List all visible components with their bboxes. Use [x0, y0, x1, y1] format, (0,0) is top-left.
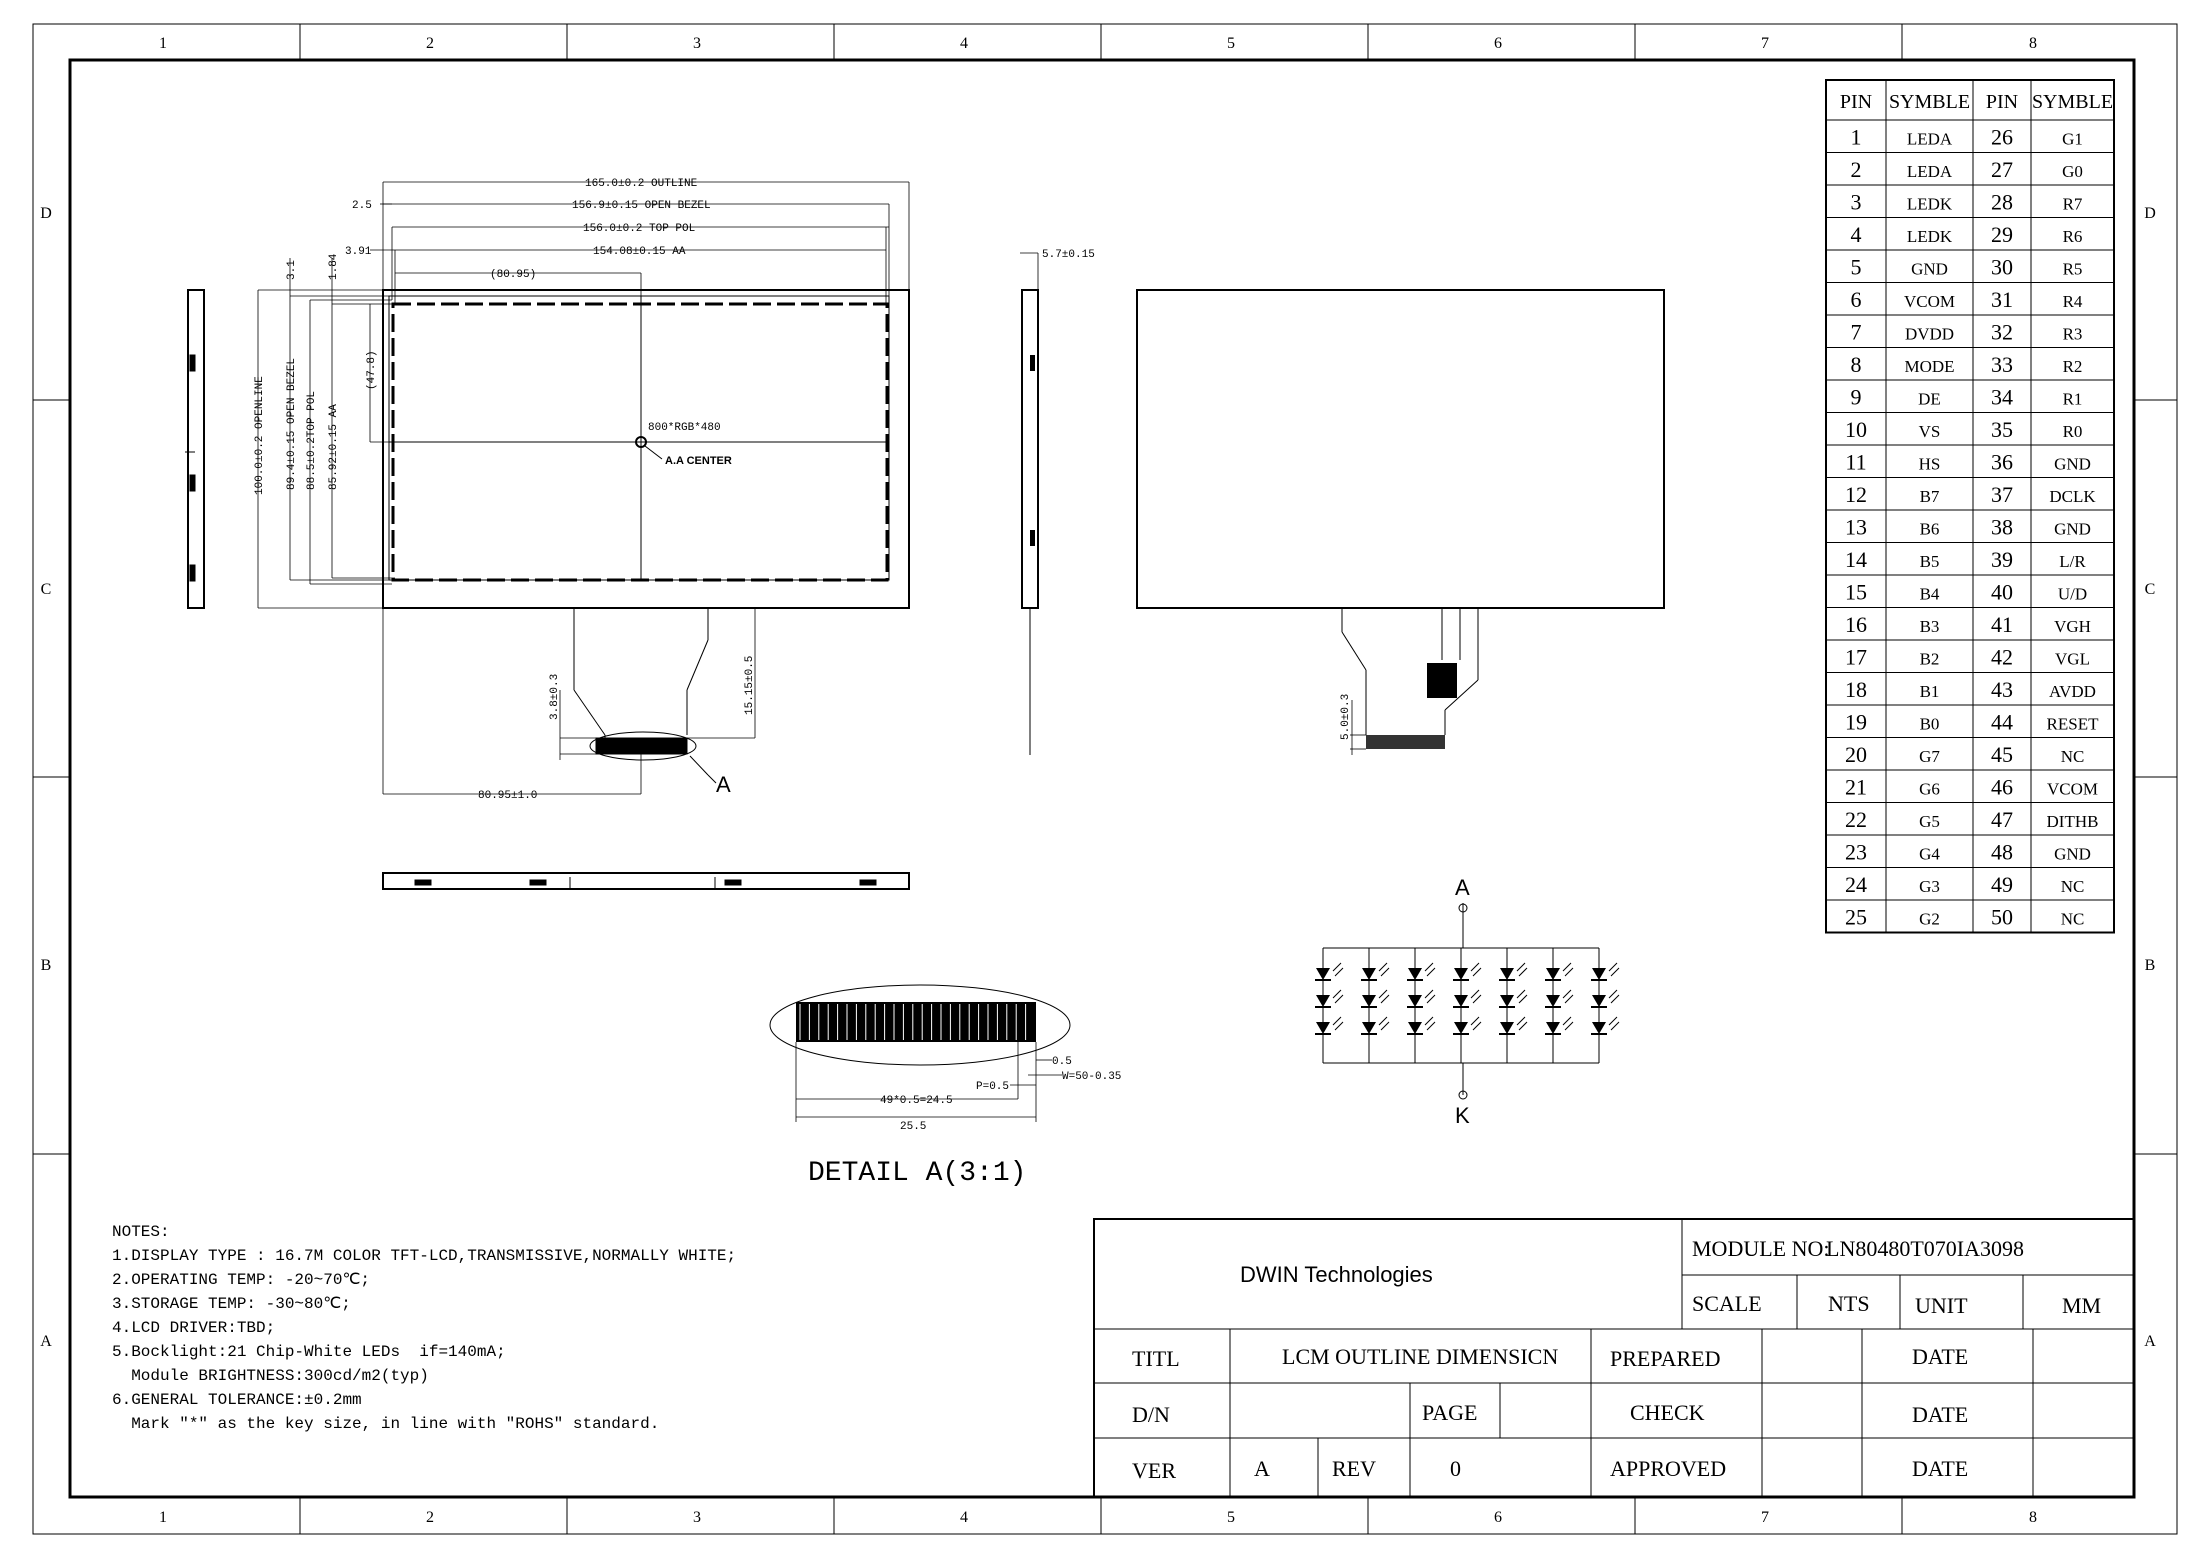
led-diode	[1546, 995, 1560, 1007]
led-emission-arrow	[1609, 1017, 1617, 1025]
pin-number: 28	[1991, 189, 2013, 215]
pin-number: 23	[1845, 839, 1867, 865]
led-diode	[1316, 968, 1330, 980]
pin-number: 12	[1845, 482, 1867, 507]
led-emission-arrow	[1519, 1022, 1527, 1030]
dim-center-y: (47.8)	[366, 350, 378, 390]
led-diode	[1454, 995, 1468, 1007]
led-emission-arrow	[1381, 1022, 1389, 1030]
pin-number: 20	[1845, 742, 1867, 767]
pin-symbol: G5	[1919, 812, 1940, 831]
bottom-side-view	[383, 873, 909, 889]
pin-number: 42	[1991, 644, 2013, 670]
pin-number: 29	[1991, 222, 2013, 247]
led-emission-arrow	[1473, 995, 1481, 1003]
led-emission-arrow	[1563, 1017, 1571, 1025]
pin-symbol: B6	[1919, 519, 1940, 539]
led-emission-arrow	[1517, 1017, 1525, 1025]
led-emission-arrow	[1609, 963, 1617, 971]
pin-symbol: GND	[2054, 519, 2091, 539]
row-label: B	[2144, 957, 2156, 974]
led-emission-arrow	[1471, 990, 1479, 998]
pin-symbol: AVDD	[2049, 682, 2096, 701]
dim-fpc-15-15: 15.15±0.5	[744, 655, 756, 715]
pin-symbol: G2	[1919, 909, 1940, 929]
led-emission-arrow	[1563, 963, 1571, 971]
pin-symbol: RESET	[2046, 714, 2099, 734]
pin-symbol: B3	[1919, 617, 1940, 636]
led-emission-arrow	[1473, 968, 1481, 976]
pin-symbol: B5	[1919, 552, 1940, 571]
pin-symbol: DCLK	[2049, 487, 2096, 506]
company-name: DWIN Technologies	[1240, 1262, 1433, 1287]
led-emission-arrow	[1519, 995, 1527, 1003]
module-outline	[383, 290, 909, 608]
pin-number: 50	[1991, 904, 2013, 930]
led-emission-arrow	[1335, 968, 1343, 976]
pin-symbol: LEDA	[1906, 162, 1953, 181]
column-label: 6	[1494, 1509, 1502, 1526]
led-emission-arrow	[1471, 1017, 1479, 1025]
led-emission-arrow	[1611, 1022, 1619, 1030]
led-diode	[1454, 968, 1468, 980]
front-view	[254, 178, 909, 802]
led-emission-arrow	[1425, 963, 1433, 971]
detail-a-marker: A	[716, 772, 731, 797]
notes-block	[112, 1220, 1072, 1436]
pin-number: 14	[1845, 547, 1867, 572]
pin-number: 33	[1991, 352, 2013, 377]
column-label: 2	[426, 35, 434, 52]
dim-fpc-3-8: 3.8±0.3	[549, 673, 561, 720]
pin-number: 1	[1850, 124, 1862, 150]
led-emission-arrow	[1609, 990, 1617, 998]
led-circuit	[1315, 875, 1619, 1128]
pin-symbol: LEDA	[1906, 129, 1953, 149]
titl-value: LCM OUTLINE DIMENSICN	[1282, 1344, 1559, 1369]
title-block	[1094, 1219, 2134, 1497]
pin-number: 26	[1991, 124, 2013, 150]
led-emission-arrow	[1611, 968, 1619, 976]
pin-symbol: NC	[2060, 909, 2085, 929]
left-side-view	[185, 290, 204, 608]
pin-symbol: R4	[2062, 292, 2083, 311]
pin-symbol: G4	[1919, 844, 1940, 864]
prepared-label: PREPARED	[1610, 1346, 1721, 1371]
led-diode	[1546, 1022, 1560, 1034]
led-emission-arrow	[1427, 995, 1435, 1003]
pin-number: 34	[1991, 384, 2013, 410]
pin-symbol: NC	[2060, 877, 2085, 896]
note-line: 1.DISPLAY TYPE : 16.7M COLOR TFT-LCD,TRANSMISSIVE,NORMALLY WHITE;	[112, 1247, 737, 1265]
pin-symbol: GND	[2054, 454, 2091, 474]
led-emission-arrow	[1427, 1022, 1435, 1030]
led-emission-arrow	[1425, 990, 1433, 998]
pin-number: 30	[1991, 254, 2013, 280]
module-no-label: MODULE NO:	[1692, 1236, 1830, 1261]
led-emission-arrow	[1565, 1022, 1573, 1030]
check-label: CHECK	[1630, 1400, 1705, 1425]
dim-left-2-5: 2.5	[352, 200, 372, 212]
pin-symbol: DVDD	[1904, 324, 1955, 344]
pin-number: 18	[1845, 677, 1867, 702]
pin-symbol: L/R	[2059, 552, 2086, 571]
led-diode	[1546, 968, 1560, 980]
note-line: Mark "*" as the key size, in line with "ROHS" standard.	[112, 1415, 660, 1433]
led-diode	[1592, 968, 1606, 980]
pin-symbol: MODE	[1904, 357, 1955, 376]
led-diode	[1408, 1022, 1422, 1034]
column-label: 8	[2029, 35, 2037, 52]
led-diode	[1408, 995, 1422, 1007]
pin-symbol: B4	[1919, 584, 1940, 604]
row-label: B	[40, 957, 52, 974]
led-diode	[1500, 968, 1514, 980]
right-side-view	[1020, 249, 1095, 755]
pin-symbol: G6	[1919, 779, 1940, 799]
unit-label: UNIT	[1915, 1293, 1968, 1318]
cathode-label: K	[1455, 1103, 1470, 1128]
led-diode	[1500, 1022, 1514, 1034]
scale-label: SCALE	[1692, 1291, 1762, 1316]
row-label: C	[2144, 581, 2156, 598]
pin-symbol: R0	[2062, 422, 2083, 441]
dim-top-1-84: 1.84	[328, 253, 340, 280]
led-emission-arrow	[1335, 995, 1343, 1003]
column-label: 5	[1227, 1509, 1235, 1526]
pin-number: 6	[1850, 287, 1862, 312]
pin-number: 27	[1991, 157, 2013, 182]
pin-number: 16	[1845, 612, 1867, 637]
pin-number: 44	[1991, 709, 2013, 735]
pin-number: 5	[1850, 254, 1862, 280]
column-label: 3	[693, 35, 701, 52]
pin-number: 35	[1991, 417, 2013, 442]
led-emission-arrow	[1473, 1022, 1481, 1030]
led-diode	[1592, 995, 1606, 1007]
pin-table-header: SYMBLE	[2031, 91, 2114, 113]
dim-top-3-1: 3.1	[286, 260, 298, 280]
column-label: 7	[1761, 1509, 1769, 1526]
pin-symbol: R2	[2062, 357, 2083, 376]
pin-number: 11	[1845, 449, 1867, 475]
note-line: 2.OPERATING TEMP: -20~70℃;	[112, 1271, 371, 1289]
led-diode	[1408, 968, 1422, 980]
column-label: 2	[426, 1509, 434, 1526]
pin-number: 4	[1850, 222, 1862, 247]
ver-value: A	[1254, 1456, 1270, 1481]
led-emission-arrow	[1333, 963, 1341, 971]
led-diode	[1454, 1022, 1468, 1034]
detail-dim-24-5: 49*0.5=24.5	[880, 1095, 953, 1107]
pin-number: 47	[1991, 807, 2013, 832]
anode-label: A	[1455, 875, 1470, 900]
row-label: D	[40, 205, 52, 222]
detail-a-view	[770, 985, 1121, 1189]
pin-number: 8	[1850, 352, 1862, 377]
led-emission-arrow	[1425, 1017, 1433, 1025]
led-diode	[1500, 995, 1514, 1007]
dim-aa-width: 154.08±0.15 AA	[593, 246, 686, 258]
pin-symbol: U/D	[2057, 584, 2088, 604]
pin-number: 3	[1850, 189, 1862, 215]
pin-symbol: G7	[1919, 747, 1940, 766]
led-emission-arrow	[1379, 1017, 1387, 1025]
dim-outline-width: 165.0±0.2 OUTLINE	[585, 178, 698, 190]
dim-center-x: (80.95)	[490, 269, 537, 281]
date-label-2: DATE	[1912, 1402, 1969, 1427]
note-line: Module BRIGHTNESS:300cd/m2(typ)	[112, 1367, 429, 1385]
led-diode	[1362, 1022, 1376, 1034]
pin-number: 24	[1845, 872, 1867, 897]
led-emission-arrow	[1565, 968, 1573, 976]
pin-number: 37	[1991, 482, 2013, 507]
led-emission-arrow	[1381, 995, 1389, 1003]
pin-symbol: G0	[2062, 162, 2083, 181]
led-emission-arrow	[1611, 995, 1619, 1003]
pin-number: 48	[1991, 839, 2013, 865]
row-label: C	[40, 581, 52, 598]
pin-number: 21	[1845, 774, 1867, 800]
dim-pol-height: 88.5±0.2TOP POL	[306, 390, 318, 490]
ver-label: VER	[1132, 1458, 1176, 1483]
aa-center-label: A.A CENTER	[665, 455, 732, 467]
detail-dim-25-5: 25.5	[900, 1121, 927, 1133]
column-labels-bottom	[159, 1509, 2037, 1526]
led-emission-arrow	[1335, 1022, 1343, 1030]
pin-symbol: B7	[1919, 487, 1940, 506]
led-emission-arrow	[1379, 990, 1387, 998]
pin-symbol: GND	[1911, 259, 1948, 279]
pin-symbol: R7	[2062, 194, 2083, 214]
led-diode	[1362, 995, 1376, 1007]
column-label: 4	[960, 35, 968, 52]
led-diode	[1316, 995, 1330, 1007]
column-label: 5	[1227, 35, 1235, 52]
led-emission-arrow	[1565, 995, 1573, 1003]
pin-number: 9	[1850, 384, 1862, 410]
pin-number: 7	[1850, 319, 1862, 345]
pin-number: 45	[1991, 742, 2013, 767]
led-diode	[1316, 1022, 1330, 1034]
pin-number: 43	[1991, 677, 2013, 702]
column-label: 1	[159, 1509, 167, 1526]
pin-table-header: SYMBLE	[1888, 91, 1971, 113]
detail-dim-w: W=50-0.35	[1062, 1071, 1122, 1083]
pin-symbol: VCOM	[2046, 779, 2099, 799]
dim-bezel-height: 89.4±0.15 OPEN BEZEL	[286, 357, 298, 490]
center-resolution-label: 800*RGB*480	[648, 422, 721, 434]
pin-symbol: VS	[1918, 422, 1941, 441]
pin-table-header: PIN	[1839, 91, 1873, 113]
pin-number: 13	[1845, 514, 1867, 540]
pin-number: 2	[1850, 157, 1862, 182]
led-emission-arrow	[1563, 990, 1571, 998]
pin-number: 10	[1845, 417, 1867, 442]
date-label-3: DATE	[1912, 1456, 1969, 1481]
pin-symbol: G1	[2062, 129, 2083, 149]
detail-dim-0-5: 0.5	[1052, 1056, 1072, 1068]
pin-symbol: HS	[1918, 454, 1941, 474]
pin-symbol: R1	[2062, 389, 2083, 409]
pin-symbol: B2	[1919, 649, 1940, 669]
pin-symbol: R5	[2062, 259, 2083, 279]
led-emission-arrow	[1333, 990, 1341, 998]
note-line: 4.LCD DRIVER:TBD;	[112, 1319, 276, 1337]
column-label: 8	[2029, 1509, 2037, 1526]
pin-table	[1826, 80, 2114, 933]
led-diode	[1592, 1022, 1606, 1034]
detail-dim-p: P=0.5	[976, 1081, 1010, 1093]
back-view	[1137, 290, 1664, 755]
pin-symbol: NC	[2060, 747, 2085, 766]
led-emission-arrow	[1333, 1017, 1341, 1025]
pin-number: 15	[1845, 579, 1867, 605]
pin-number: 22	[1845, 807, 1867, 832]
pin-symbol: R6	[2062, 227, 2083, 246]
pin-table-header: PIN	[1985, 91, 2019, 113]
pin-symbol: B0	[1919, 714, 1940, 734]
pin-number: 19	[1845, 709, 1867, 735]
note-line: 3.STORAGE TEMP: -30~80℃;	[112, 1295, 351, 1313]
approved-label: APPROVED	[1610, 1456, 1727, 1481]
pin-symbol: DITHB	[2046, 812, 2099, 831]
pin-number: 31	[1991, 287, 2013, 312]
pin-symbol: VGL	[2055, 649, 2090, 669]
column-label: 1	[159, 35, 167, 52]
pin-symbol: GND	[2054, 844, 2091, 864]
column-label: 7	[1761, 35, 1769, 52]
module-no-value: LN80480T070IA3098	[1826, 1236, 2024, 1261]
notes-title: NOTES:	[112, 1223, 170, 1241]
dim-thickness: 5.7±0.15	[1042, 249, 1095, 261]
led-emission-arrow	[1471, 963, 1479, 971]
pin-number: 40	[1991, 579, 2013, 605]
column-label: 3	[693, 1509, 701, 1526]
titl-label: TITL	[1132, 1346, 1180, 1371]
dim-pol-width: 156.0±0.2 TOP POL	[583, 223, 696, 235]
pin-symbol: DE	[1918, 389, 1941, 409]
date-label-1: DATE	[1912, 1344, 1969, 1369]
led-emission-arrow	[1517, 963, 1525, 971]
pin-number: 38	[1991, 514, 2013, 540]
pin-number: 32	[1991, 319, 2013, 345]
pin-number: 17	[1845, 644, 1867, 670]
column-label: 6	[1494, 35, 1502, 52]
pin-symbol: LEDK	[1906, 227, 1953, 246]
page-label: PAGE	[1422, 1400, 1478, 1425]
pin-symbol: B1	[1919, 682, 1940, 701]
column-label: 4	[960, 1509, 968, 1526]
dim-back-fpc: 5.0±0.3	[1340, 693, 1352, 740]
pin-number: 41	[1991, 612, 2013, 637]
pin-number: 25	[1845, 904, 1867, 930]
row-label: D	[2144, 205, 2156, 222]
pin-symbol: R3	[2062, 324, 2083, 344]
note-line: 6.GENERAL TOLERANCE:±0.2mm	[112, 1391, 362, 1409]
pin-symbol: G3	[1919, 877, 1940, 896]
unit-value: MM	[2062, 1293, 2102, 1318]
dim-outline-height: 100.0±0.2 OPENLINE	[254, 376, 266, 495]
pin-number: 39	[1991, 547, 2013, 572]
column-labels-top	[159, 35, 2037, 52]
rev-label: REV	[1332, 1456, 1376, 1481]
dn-label: D/N	[1132, 1402, 1170, 1427]
led-emission-arrow	[1427, 968, 1435, 976]
pin-symbol: VCOM	[1903, 292, 1956, 311]
pin-number: 49	[1991, 872, 2013, 897]
scale-value: NTS	[1828, 1291, 1870, 1316]
pin-symbol: LEDK	[1906, 194, 1953, 214]
led-diode	[1362, 968, 1376, 980]
pin-symbol: VGH	[2054, 617, 2091, 636]
led-emission-arrow	[1517, 990, 1525, 998]
dim-bezel-width: 156.9±0.15 OPEN BEZEL	[572, 200, 711, 212]
led-emission-arrow	[1379, 963, 1387, 971]
dim-left-3-91: 3.91	[345, 246, 372, 258]
pin-number: 46	[1991, 774, 2013, 800]
row-label: A	[2144, 1333, 2156, 1350]
note-line: 5.Bocklight:21 Chip-White LEDs if=140mA;	[112, 1343, 506, 1361]
dim-aa-height: 85.92±0.15 AA	[328, 404, 340, 490]
led-emission-arrow	[1381, 968, 1389, 976]
pin-number: 36	[1991, 449, 2013, 475]
dim-fpc-80-95: 80.95±1.0	[478, 790, 538, 802]
left-dimension-lines	[258, 258, 395, 608]
rev-value: 0	[1450, 1456, 1461, 1481]
detail-title: DETAIL A(3:1)	[808, 1158, 1027, 1189]
row-label: A	[40, 1333, 52, 1350]
led-emission-arrow	[1519, 968, 1527, 976]
